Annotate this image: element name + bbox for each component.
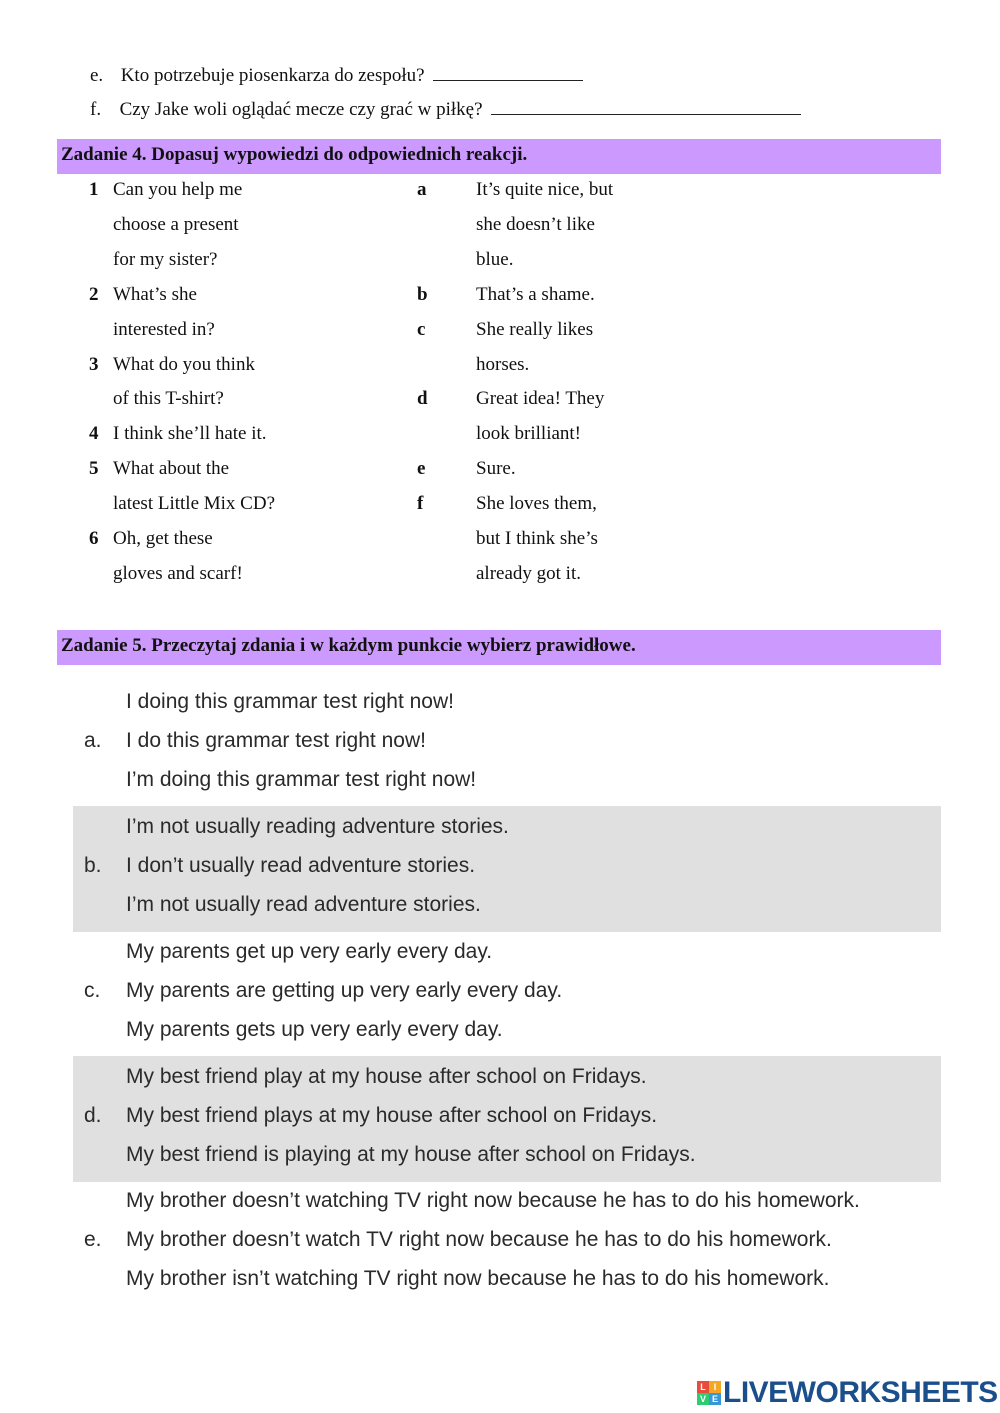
item-number: 3 xyxy=(89,353,99,375)
group-letter: a. xyxy=(84,729,102,752)
sentence-option[interactable]: My best friend plays at my house after school on Fridays. xyxy=(126,1104,658,1127)
sentence-option[interactable]: I doing this grammar test right now! xyxy=(126,690,454,713)
reaction-text: already got it. xyxy=(476,562,581,584)
group-letter: e. xyxy=(84,1228,102,1251)
logo-text: LIVEWORKSHEETS xyxy=(723,1376,998,1409)
sentence-option[interactable]: I do this grammar test right now! xyxy=(126,729,426,752)
reaction-letter: c xyxy=(417,318,426,340)
task4-header: Zadanie 4. Dopasuj wypowiedzi do odpowiednich reakcji. xyxy=(61,144,528,165)
item-text: Oh, get these xyxy=(113,528,213,549)
reaction-text: It’s quite nice, but xyxy=(476,179,614,200)
reaction-text: She loves them, xyxy=(476,493,597,515)
task5-header: Zadanie 5. Przeczytaj zdania i w każdym punkcie wybierz prawidłowe. xyxy=(61,635,636,656)
item-number: 6 xyxy=(89,528,99,549)
item-number: 5 xyxy=(89,458,99,480)
reaction-text: blue. xyxy=(476,248,514,270)
sentence-option[interactable]: My brother doesn’t watch TV right now because he has to do his homework. xyxy=(126,1228,832,1251)
sentence-option[interactable]: My parents get up very early every day. xyxy=(126,940,493,963)
sentence-option[interactable]: My best friend is playing at my house after school on Fridays. xyxy=(126,1143,696,1166)
reaction-letter: e xyxy=(417,458,426,480)
question-text: Czy Jake woli oglądać mecze czy grać w piłkę? xyxy=(119,99,483,120)
reaction-text: Sure. xyxy=(476,458,516,480)
item-number: 2 xyxy=(89,283,99,305)
sentence-option[interactable]: My best friend play at my house after school on Fridays. xyxy=(126,1065,647,1088)
answer-blank[interactable] xyxy=(433,62,583,81)
item-number: 4 xyxy=(89,423,99,445)
item-text: for my sister? xyxy=(113,248,218,270)
reaction-text: That’s a shame. xyxy=(476,283,595,305)
reaction-text: She really likes xyxy=(476,318,594,340)
reaction-text: she doesn’t like xyxy=(476,213,595,235)
reaction-text: Great idea! They xyxy=(476,388,605,410)
task3-question-f xyxy=(90,96,801,121)
question-letter: f. xyxy=(90,99,102,120)
sentence-option[interactable]: I’m doing this grammar test right now! xyxy=(126,768,477,791)
reaction-text: but I think she’s xyxy=(476,528,598,549)
question-text: Kto potrzebuje piosenkarza do zespołu? xyxy=(120,65,425,86)
reaction-letter: b xyxy=(417,283,428,305)
sentence-option[interactable]: I’m not usually read adventure stories. xyxy=(126,893,481,916)
item-number: 1 xyxy=(89,179,99,200)
question-letter: e. xyxy=(90,65,104,86)
sentence-option[interactable]: My brother doesn’t watching TV right now because he has to do his homework. xyxy=(126,1189,860,1212)
sentence-option[interactable]: My parents are getting up very early every day. xyxy=(126,979,563,1002)
sentence-option[interactable]: I don’t usually read adventure stories. xyxy=(126,854,476,877)
logo-badge-icon: L I V E xyxy=(697,1381,721,1405)
sentence-option[interactable]: My parents gets up very early every day. xyxy=(126,1018,503,1041)
task4-header-bar xyxy=(57,139,941,174)
item-text: I think she’ll hate it. xyxy=(113,423,267,445)
task5-header-bar xyxy=(57,630,941,665)
item-text: What about the xyxy=(113,458,230,480)
item-text: What do you think xyxy=(113,353,255,375)
item-text: choose a present xyxy=(113,213,239,235)
item-text: What’s she xyxy=(113,283,197,305)
answer-blank[interactable] xyxy=(491,96,801,115)
item-text: gloves and scarf! xyxy=(113,562,243,584)
reaction-text: look brilliant! xyxy=(476,423,582,445)
liveworksheets-logo xyxy=(697,1378,998,1408)
sentence-option[interactable]: My brother isn’t watching TV right now because he has to do his homework. xyxy=(126,1267,830,1290)
item-text: Can you help me xyxy=(113,179,243,200)
reaction-letter: f xyxy=(417,493,424,515)
reaction-letter: a xyxy=(417,179,427,200)
reaction-text: horses. xyxy=(476,353,530,375)
task3-question-e xyxy=(90,62,583,87)
reaction-letter: d xyxy=(417,388,428,410)
item-text: interested in? xyxy=(113,318,215,340)
group-letter: d. xyxy=(84,1104,102,1127)
group-letter: c. xyxy=(84,979,101,1002)
item-text: of this T-shirt? xyxy=(113,388,224,410)
sentence-option[interactable]: I’m not usually reading adventure stories. xyxy=(126,815,509,838)
group-letter: b. xyxy=(84,854,102,877)
item-text: latest Little Mix CD? xyxy=(113,493,276,515)
